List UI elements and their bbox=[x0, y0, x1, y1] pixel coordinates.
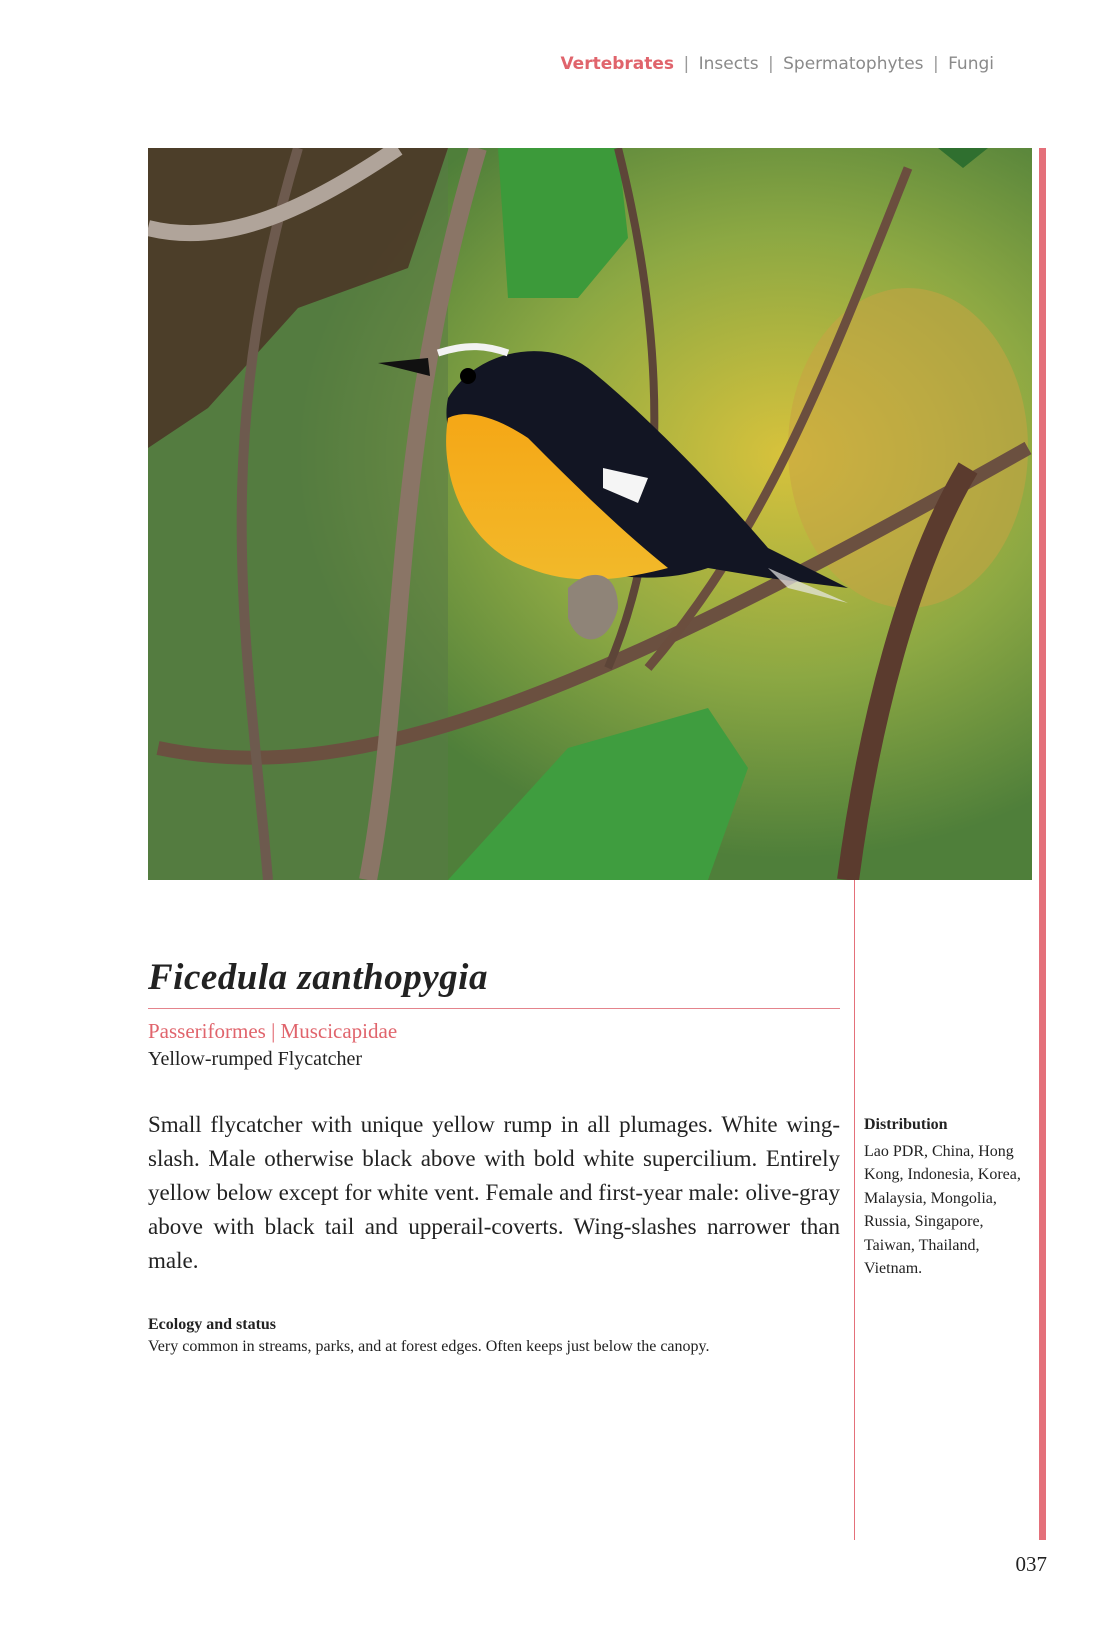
species-title: Ficedula zanthopygia bbox=[148, 957, 488, 998]
nav-item-insects[interactable]: Insects bbox=[698, 54, 759, 74]
nav-item-fungi[interactable]: Fungi bbox=[948, 54, 994, 74]
nav-separator: | bbox=[768, 54, 774, 74]
column-divider bbox=[854, 880, 855, 1540]
nav-separator: | bbox=[683, 54, 690, 74]
title-rule bbox=[148, 1008, 840, 1009]
species-photo bbox=[148, 148, 1032, 880]
taxonomy-line bbox=[148, 1019, 397, 1044]
ecology-text: Very common in streams, parks, and at forest edges. Often keeps just below the canopy. bbox=[148, 1338, 710, 1355]
right-accent-bar bbox=[1039, 148, 1046, 1540]
distribution-text: Lao PDR, China, Hong Kong, Indonesia, Korea, Malaysia, Mongolia, Russia, Singapore, Taiwan, Thailand, Vietnam. bbox=[864, 1143, 1021, 1278]
ecology-heading: Ecology and status bbox=[148, 1316, 277, 1333]
nav-item-vertebrates[interactable]: Vertebrates bbox=[560, 54, 675, 74]
nav-item-spermatophytes[interactable]: Spermatophytes bbox=[783, 54, 924, 74]
nav-separator: | bbox=[932, 54, 939, 74]
section-nav bbox=[560, 54, 994, 74]
common-name: Yellow-rumped Flycatcher bbox=[148, 1048, 363, 1070]
distribution-heading: Distribution bbox=[864, 1116, 948, 1133]
order-label: Passeriformes bbox=[148, 1019, 266, 1043]
taxon-separator: | bbox=[271, 1019, 276, 1043]
family-label: Muscicapidae bbox=[280, 1019, 398, 1043]
species-description: Small flycatcher with unique yellow rump in all plumages. White wing-slash. Male otherwise black above with bold white supercilium. Entirely yellow below except for white vent. Female and first-year male: olive-gray above with black tail and upperail-coverts. Wing-slashes narrower than male. bbox=[148, 1112, 840, 1273]
page-number: 037 bbox=[1015, 1552, 1047, 1576]
